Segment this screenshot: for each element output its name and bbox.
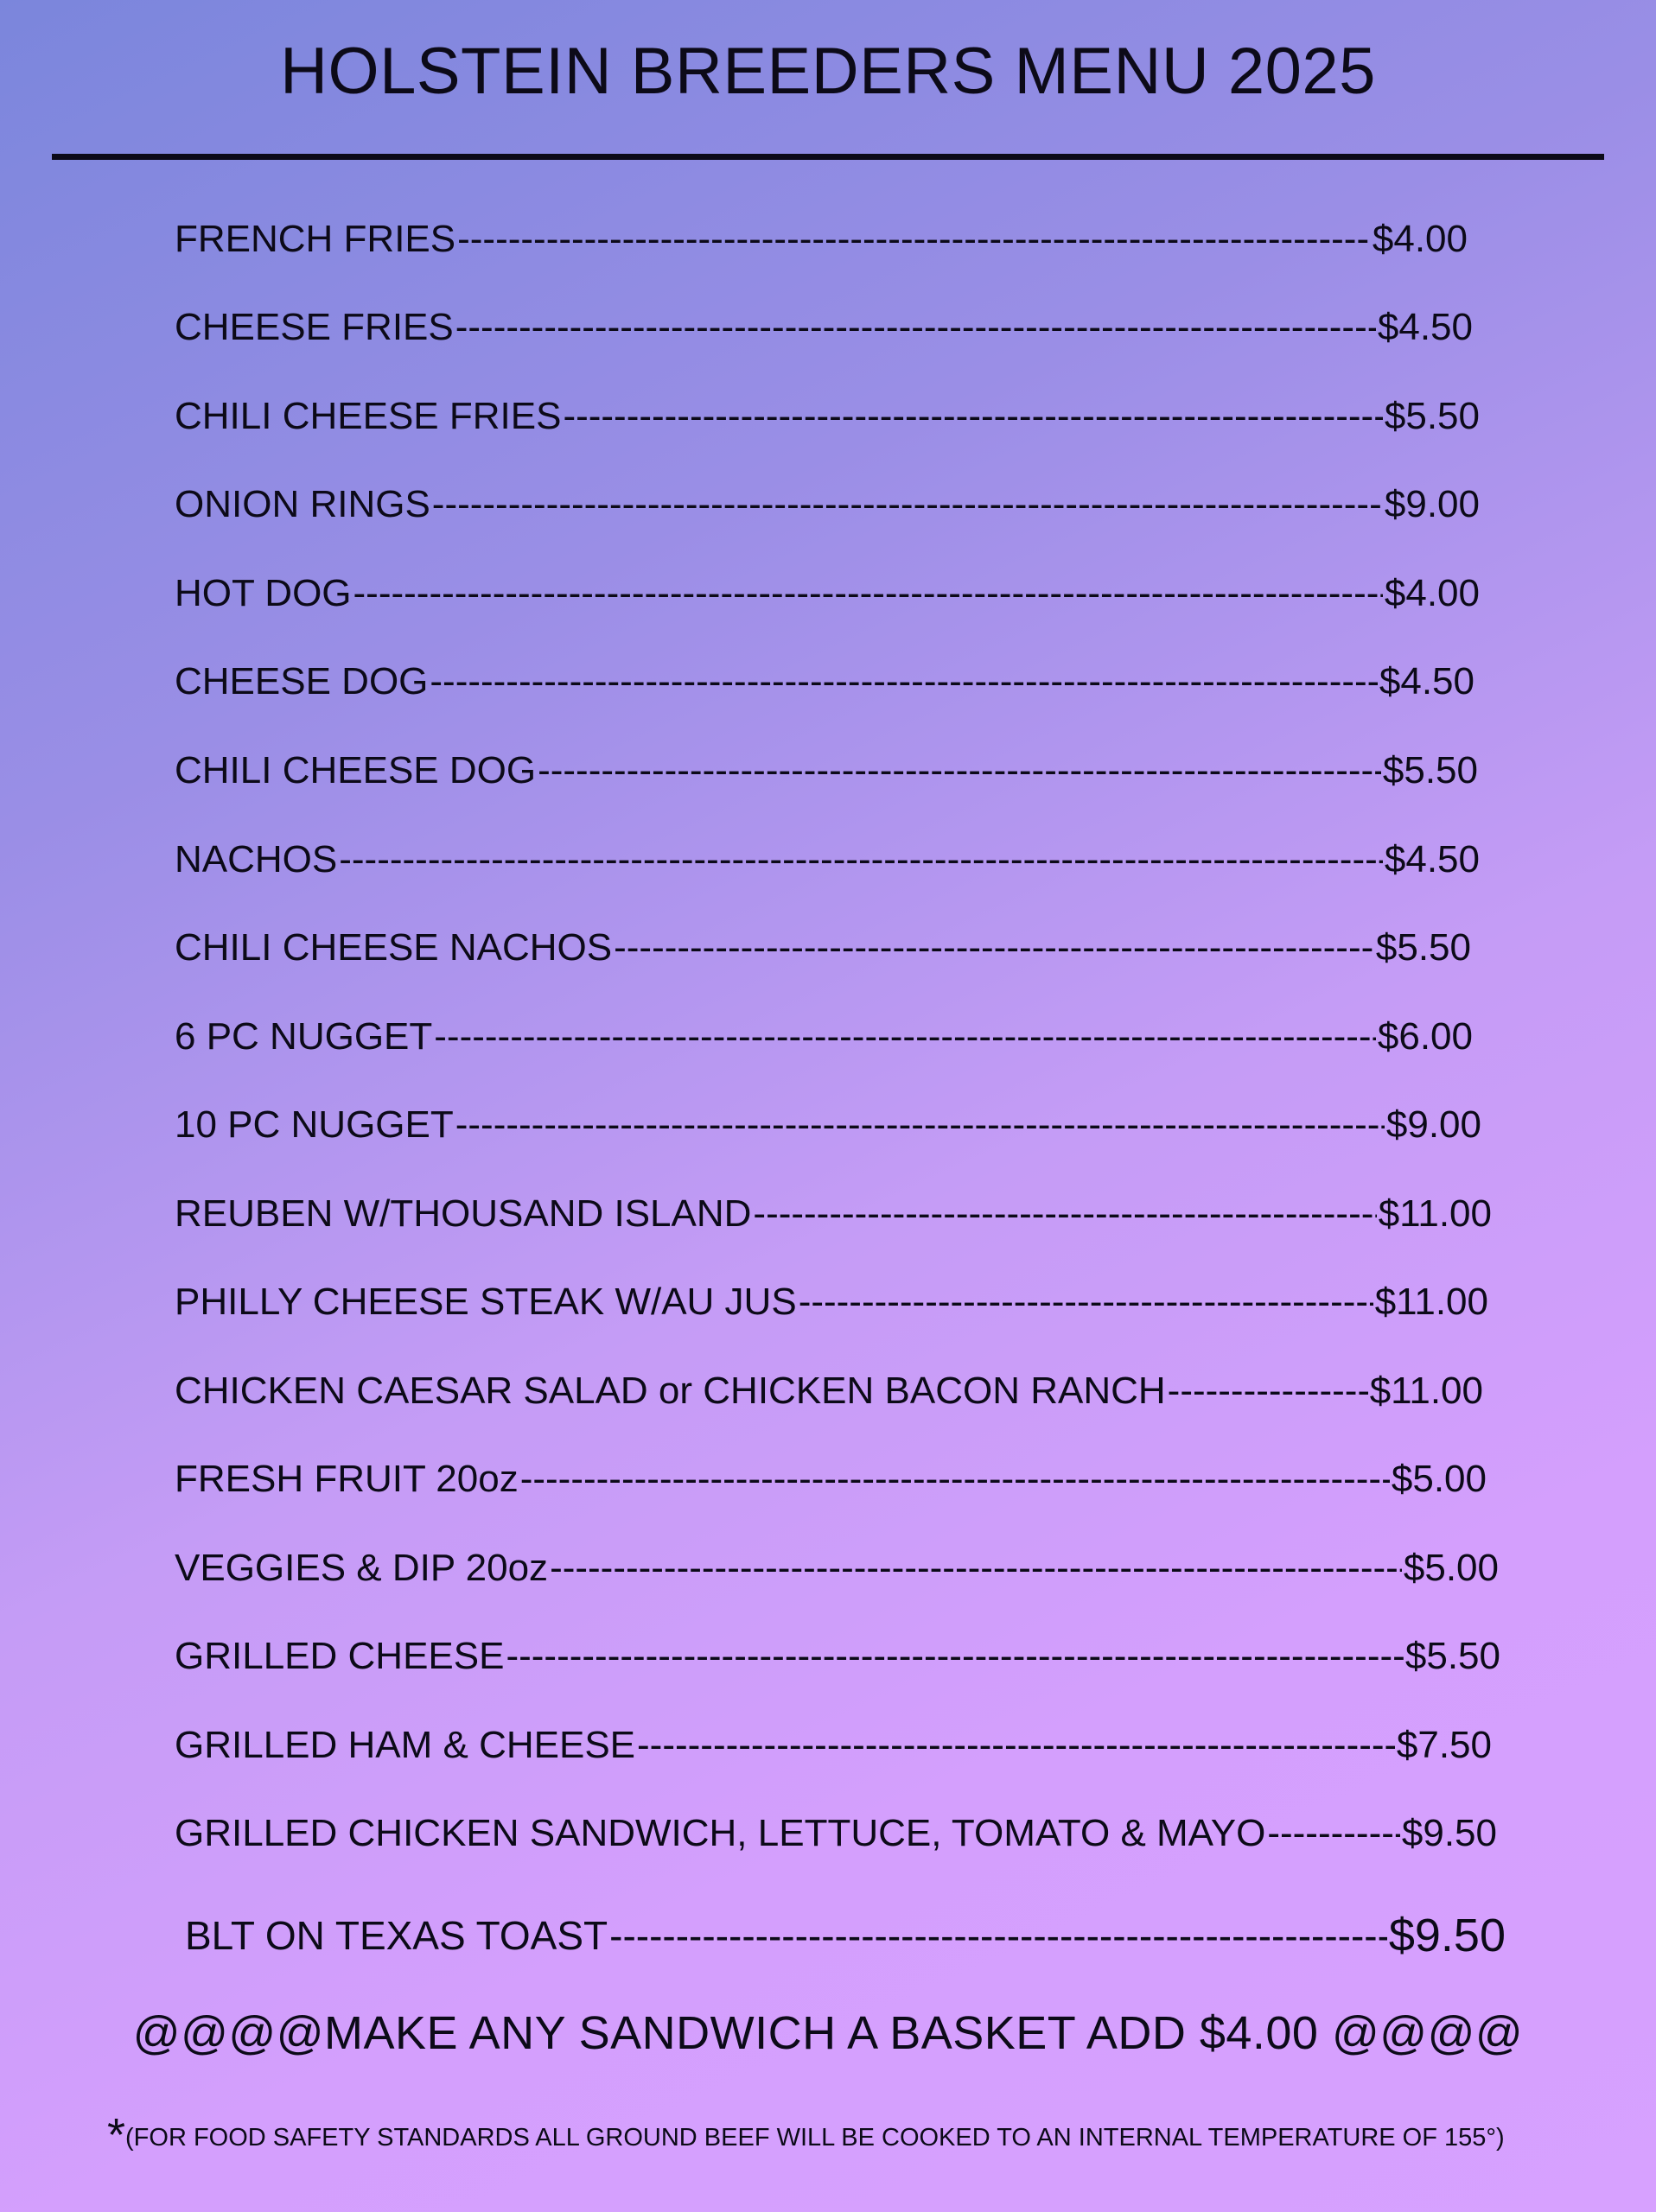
menu-item-name: 10 PC NUGGET [175, 1103, 454, 1146]
dotted-leader [609, 1905, 1387, 1966]
menu-item-price: $9.50 [1401, 1812, 1497, 1854]
menu-item-name: PHILLY CHEESE STEAK W/AU JUS [175, 1281, 797, 1323]
menu-item-price: $4.00 [1372, 218, 1468, 260]
dotted-leader [430, 652, 1378, 712]
menu-item-price: $5.50 [1384, 395, 1480, 437]
menu-item-price: $11.00 [1369, 1370, 1483, 1412]
menu-item-price: $7.50 [1396, 1724, 1492, 1766]
menu-item-row [175, 1449, 1487, 1510]
dotted-leader [563, 386, 1382, 447]
menu-item-name: VEGGIES & DIP 20oz [175, 1547, 549, 1589]
menu-item-name: BLT ON TEXAS TOAST [185, 1913, 608, 1958]
menu-item-row [175, 1272, 1488, 1332]
menu-item-row [175, 563, 1480, 624]
menu-item-name: 6 PC NUGGET [175, 1015, 433, 1058]
dotted-leader [353, 563, 1383, 624]
menu-item-price: $4.50 [1379, 660, 1474, 702]
basket-upgrade-note: @@@@MAKE ANY SANDWICH A BASKET ADD $4.00 @@@@ [132, 2007, 1524, 2059]
menu-item-name: CHICKEN CAESAR SALAD or CHICKEN BACON RANCH [175, 1370, 1166, 1412]
menu-item-price: $5.50 [1375, 926, 1471, 969]
menu-item-row [175, 1361, 1483, 1421]
dotted-leader [550, 1538, 1402, 1599]
food-safety-footnote [107, 2108, 1505, 2162]
menu-item-row [175, 1184, 1492, 1244]
menu-item-row [175, 209, 1468, 270]
menu-item-price: $5.50 [1404, 1635, 1500, 1677]
dotted-leader [506, 1626, 1403, 1687]
dotted-leader [339, 830, 1383, 890]
menu-item-price: $11.00 [1374, 1281, 1488, 1323]
menu-item-name: HOT DOG [175, 572, 352, 614]
menu-item-price: $5.00 [1403, 1547, 1499, 1589]
dotted-leader [1168, 1361, 1368, 1421]
dotted-leader [457, 209, 1371, 270]
menu-item-name: CHILI CHEESE NACHOS [175, 926, 613, 969]
menu-item-name: CHILI CHEESE DOG [175, 749, 537, 791]
dotted-leader [538, 741, 1381, 801]
menu-item-row [175, 652, 1474, 712]
menu-item-price: $11.00 [1378, 1192, 1492, 1235]
menu-item-name: GRILLED CHEESE [175, 1635, 505, 1677]
menu-item-row [175, 741, 1478, 801]
menu-item-price: $4.00 [1384, 572, 1480, 614]
dotted-leader [753, 1184, 1376, 1244]
menu-item-price: $9.00 [1384, 483, 1480, 525]
menu-item-row [175, 386, 1480, 447]
menu-item-price: $4.50 [1377, 306, 1473, 348]
menu-item-row [175, 1626, 1500, 1687]
menu-item-row [175, 1803, 1497, 1864]
menu-item-name: GRILLED HAM & CHEESE [175, 1724, 636, 1766]
dotted-leader [799, 1272, 1373, 1332]
menu-item-name: FRESH FRUIT 20oz [175, 1458, 519, 1500]
menu-item-row [175, 1007, 1473, 1067]
menu-title: HOLSTEIN BREEDERS MENU 2025 [280, 35, 1376, 108]
dotted-leader [455, 297, 1376, 358]
menu-item-price: $4.50 [1384, 838, 1480, 880]
menu-item-row [175, 1095, 1481, 1155]
menu-item-name: ONION RINGS [175, 483, 430, 525]
dotted-leader [637, 1715, 1395, 1776]
menu-item-name: CHEESE FRIES [175, 306, 454, 348]
menu-item-row [175, 1538, 1499, 1599]
dotted-leader [614, 918, 1374, 978]
menu-item-price: $6.00 [1377, 1015, 1473, 1058]
menu-item-row [175, 297, 1473, 358]
menu-item-price: $9.00 [1385, 1103, 1481, 1146]
menu-item-name: NACHOS [175, 838, 338, 880]
menu-item-name: CHILI CHEESE FRIES [175, 395, 562, 437]
menu-item-row [185, 1905, 1506, 1966]
menu-item-row [175, 1715, 1492, 1776]
dotted-leader [455, 1095, 1385, 1155]
menu-item-name: REUBEN W/THOUSAND ISLAND [175, 1192, 752, 1235]
footnote-asterisk: * [107, 2109, 126, 2161]
footnote-text: (FOR FOOD SAFETY STANDARDS ALL GROUND BEEF WILL BE COOKED TO AN INTERNAL TEMPERATURE OF 155°) [125, 2124, 1505, 2152]
dotted-leader [1267, 1803, 1400, 1864]
dotted-leader [432, 474, 1383, 535]
dotted-leader [434, 1007, 1376, 1067]
menu-item-name: CHEESE DOG [175, 660, 429, 702]
menu-item-name: FRENCH FRIES [175, 218, 456, 260]
menu-item-price: $5.00 [1391, 1458, 1487, 1500]
dotted-leader [520, 1449, 1390, 1510]
menu-item-row [175, 474, 1480, 535]
menu-item-row [175, 830, 1480, 890]
menu-item-price: $5.50 [1382, 749, 1478, 791]
menu-item-name: GRILLED CHICKEN SANDWICH, LETTUCE, TOMATO & MAYO [175, 1812, 1266, 1854]
menu-item-price: $9.50 [1388, 1910, 1506, 1961]
menu-item-row [175, 918, 1471, 978]
